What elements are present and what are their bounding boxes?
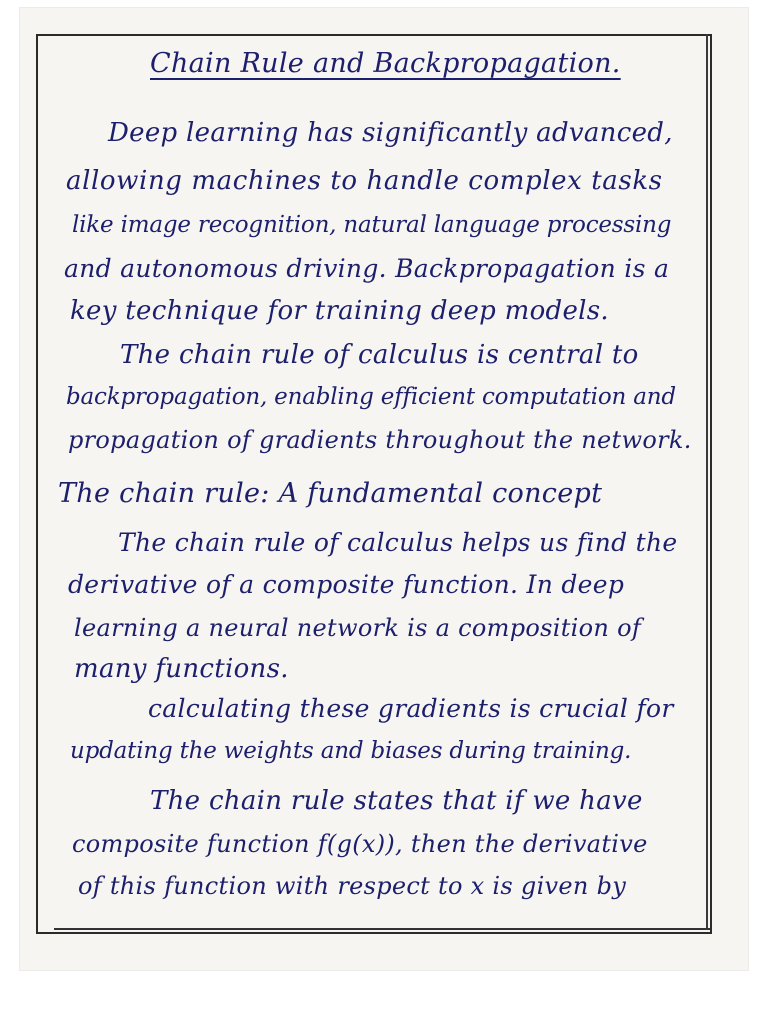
text-line: The chain rule of calculus is central to bbox=[120, 340, 639, 370]
text-line: key technique for training deep models. bbox=[70, 296, 609, 326]
text-line: like image recognition, natural language processing bbox=[72, 212, 672, 238]
section-heading: The chain rule: A fundamental concept bbox=[58, 478, 603, 509]
text-line: allowing machines to handle complex tasks bbox=[66, 166, 663, 196]
margin-line-right bbox=[706, 34, 708, 930]
page-title: Chain Rule and Backpropagation. bbox=[150, 48, 621, 79]
text-line: many functions. bbox=[74, 654, 289, 684]
text-line: The chain rule of calculus helps us find the bbox=[118, 528, 678, 557]
text-line: calculating these gradients is crucial for bbox=[148, 694, 674, 723]
margin-line-bottom bbox=[54, 928, 710, 930]
text-line: Deep learning has significantly advanced, bbox=[108, 118, 673, 148]
text-line: composite function f(g(x)), then the derivative bbox=[72, 830, 648, 858]
text-line: The chain rule states that if we have bbox=[150, 786, 643, 816]
text-line: propagation of gradients throughout the network. bbox=[68, 426, 692, 454]
text-line: backpropagation, enabling efficient computation and bbox=[66, 384, 676, 410]
text-line: of this function with respect to x is given by bbox=[78, 872, 627, 900]
text-line: learning a neural network is a composition of bbox=[74, 614, 642, 642]
text-line: derivative of a composite function. In deep bbox=[68, 570, 625, 599]
text-line: updating the weights and biases during training. bbox=[70, 738, 632, 764]
text-line: and autonomous driving. Backpropagation is a bbox=[64, 254, 670, 283]
